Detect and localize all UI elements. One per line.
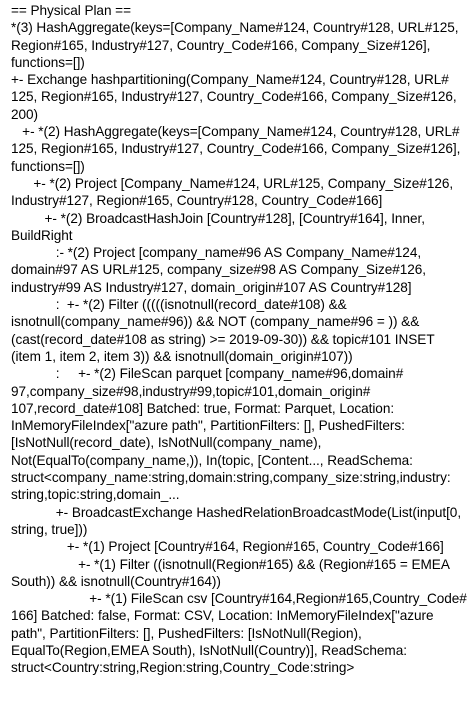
plan-line: functions=[])	[11, 54, 85, 70]
plan-line: : +- *(2) Filter (((((isnotnull(record_date#108) &&	[11, 297, 347, 313]
plan-line: == Physical Plan ==	[11, 3, 131, 18]
plan-line: +- *(2) Project [Company_Name#124, URL#125, Company_Size#126,	[11, 175, 454, 191]
plan-line: +- BroadcastExchange HashedRelationBroadcastMode(List(input[0,	[11, 504, 462, 520]
plan-line: InMemoryFileIndex["azure path", PartitionFilters: [], PushedFilters:	[11, 418, 405, 434]
plan-line: +- *(1) Project [Country#164, Region#165, Country_Code#166]	[11, 539, 444, 555]
plan-line: : +- *(2) FileScan parquet [company_name#96,domain#	[11, 366, 404, 382]
plan-line: +- Exchange hashpartitioning(Company_Name#124, Country#128, URL#	[11, 72, 449, 88]
plan-line: 166] Batched: false, Format: CSV, Location: InMemoryFileIndex["azure	[11, 608, 434, 624]
plan-line	[11, 677, 471, 694]
plan-line: isnotnull(company_name#96)) && NOT (company_name#96 = )) &&	[11, 314, 420, 330]
plan-line: +- *(1) FileScan csv [Country#164,Region#165,Country_Code#	[11, 591, 467, 607]
plan-line: +- *(1) Filter ((isnotnull(Region#165) && (Region#165 = EMEA	[11, 556, 450, 572]
plan-line: 200)	[11, 106, 39, 122]
plan-line: Industry#127, Region#165, Country#128, Country_Code#166]	[11, 193, 383, 209]
plan-line: industry#99 AS Industry#127, domain_origin#107 AS Country#128]	[11, 279, 412, 295]
plan-line: :- *(2) Project [company_name#96 AS Company_Name#124,	[11, 245, 422, 261]
plan-line: 125, Region#165, Industry#127, Country_Code#166, Company_Size#126,	[11, 89, 457, 105]
plan-line: *(3) HashAggregate(keys=[Company_Name#124, Country#128, URL#125,	[11, 20, 459, 36]
plan-line: EqualTo(Region,EMEA South), IsNotNull(Country)], ReadSchema:	[11, 642, 407, 658]
plan-line: Not(EqualTo(company_name,)), In(topic, [Content..., ReadSchema:	[11, 452, 413, 468]
plan-line: [IsNotNull(record_date), IsNotNull(company_name),	[11, 435, 322, 451]
plan-line: struct<company_name:string,domain:string,company_size:string,industry:	[11, 470, 451, 486]
plan-line: functions=[])	[11, 158, 85, 174]
plan-line: string, true]))	[11, 521, 88, 537]
plan-line: +- *(2) BroadcastHashJoin [Country#128], [Country#164], Inner,	[11, 210, 425, 226]
plan-line: BuildRight	[11, 227, 73, 243]
plan-line: 107,record_date#108] Batched: true, Format: Parquet, Location:	[11, 400, 395, 416]
plan-line: 97,company_size#98,industry#99,topic#101,domain_origin#	[11, 383, 371, 399]
plan-line: struct<Country:string,Region:string,Country_Code:string>	[11, 660, 355, 676]
plan-line: path", PartitionFilters: [], PushedFilters: [IsNotNull(Region),	[11, 625, 362, 641]
plan-line: string,topic:string,domain_...	[11, 487, 180, 503]
plan-line: (cast(record_date#108 as string) >= 2019-09-30)) && topic#101 INSET	[11, 331, 435, 347]
plan-line: Region#165, Industry#127, Country_Code#166, Company_Size#126],	[11, 37, 431, 53]
plan-line: domain#97 AS URL#125, company_size#98 AS Company_Size#126,	[11, 262, 427, 278]
plan-line: +- *(2) HashAggregate(keys=[Company_Name#124, Country#128, URL#	[11, 124, 460, 140]
plan-line: 125, Region#165, Industry#127, Country_Code#166, Company_Size#126],	[11, 141, 461, 157]
plan-line: (item 1, item 2, item 3)) && isnotnull(domain_origin#107))	[11, 348, 353, 364]
plan-line: South)) && isnotnull(Country#164))	[11, 573, 221, 589]
